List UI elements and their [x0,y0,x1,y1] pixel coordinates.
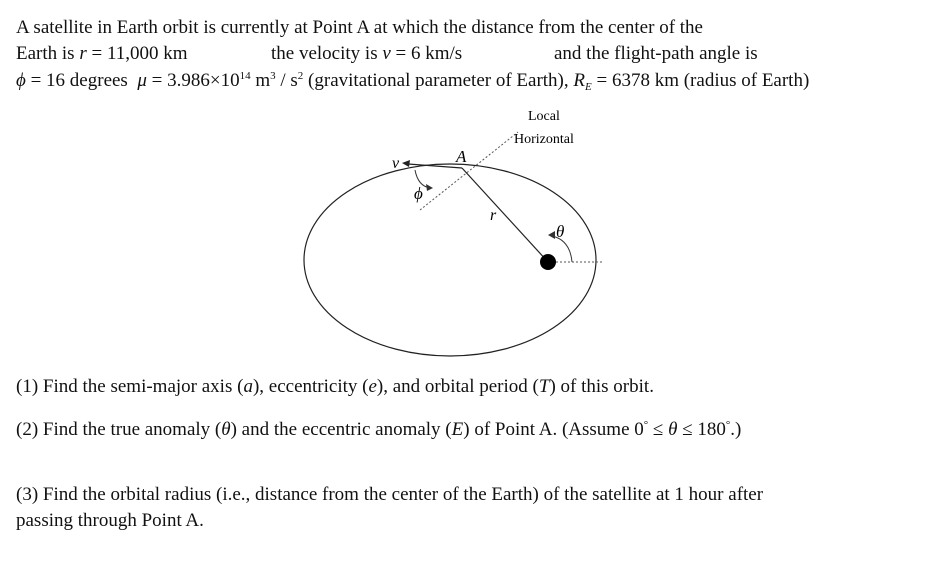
mu-unit-m-exponent: 3 [270,70,276,82]
r-symbol: r [79,43,87,64]
problem-text: A satellite in Earth orbit is currently at Point A at which the distance from the center of the [16,17,703,38]
q1-text-d: ) of this orbit. [549,376,654,397]
q2-text-b: ) and the eccentric anomaly ( [230,419,452,440]
re-symbol: R [573,70,585,91]
theta-arrowhead [548,231,555,239]
mu-exponent: 14 [239,70,251,82]
q1-text-c: ), and orbital period ( [376,376,539,397]
phi-symbol: ϕ [16,70,26,91]
horizontal-label: Horizontal [514,132,574,147]
t-symbol: T [538,376,550,397]
theta-label: θ [556,222,565,241]
degree-symbol-1: ° [643,419,649,431]
re-value: = 6378 km (radius of Earth) [591,70,810,91]
e-symbol: e [368,376,377,397]
problem-line-2 [16,43,916,65]
r-label: r [490,207,497,224]
question-2 [16,417,741,443]
degree-symbol-2: ° [725,419,731,431]
mu-unit-s-exponent: 2 [297,70,304,82]
q1-text-a: (1) Find the semi-major axis ( [16,376,244,397]
q2-text-e: ≤ 180 [677,419,726,440]
phi-arrowhead [426,184,433,191]
re-subscript: E [585,81,592,93]
earth-dot [540,254,556,270]
eccentric-anomaly-symbol: E [451,419,464,440]
phi-label: ϕ [414,184,423,203]
v-symbol: v [382,43,391,64]
mu-unit-s: / s [275,70,298,91]
earth-is-text: Earth is [16,43,80,64]
velocity-arrowhead [402,160,410,167]
theta-symbol-2: θ [668,419,678,440]
a-symbol: a [243,376,253,397]
v-label: v [392,155,400,172]
velocity-group [271,43,462,65]
question-3 [16,482,763,534]
problem-line-1 [16,17,703,39]
q2-text-c: ) of Point A. (Assume 0 [463,419,644,440]
phi-value: = 16 degrees [25,70,128,91]
orbit-diagram [290,100,620,360]
question-1 [16,374,654,400]
mu-description: (gravitational parameter of Earth), [303,70,574,91]
q2-text-f: .) [730,419,742,440]
q1-text-b: ), eccentricity ( [252,376,369,397]
mu-symbol: μ [137,70,147,91]
flight-path-text: and the flight-path angle is [554,43,758,64]
velocity-text: the velocity is [271,43,383,64]
q2-text-a: (2) Find the true anomaly ( [16,419,222,440]
problem-line-3 [16,70,809,92]
q3-line-2: passing through Point A. [16,510,204,531]
q2-text-d: ≤ [648,419,669,440]
r-value: = 11,000 km [86,43,188,64]
q3-line-1: (3) Find the orbital radius (i.e., distance from the center of the Earth) of the satellite at 1 hour after [16,484,764,505]
theta-symbol: θ [221,419,231,440]
local-label: Local [528,109,560,124]
point-a-label: A [456,147,467,166]
mu-value: = 3.986×10 [146,70,240,91]
mu-unit-m: m [250,70,271,91]
v-value: = 6 km/s [390,43,463,64]
